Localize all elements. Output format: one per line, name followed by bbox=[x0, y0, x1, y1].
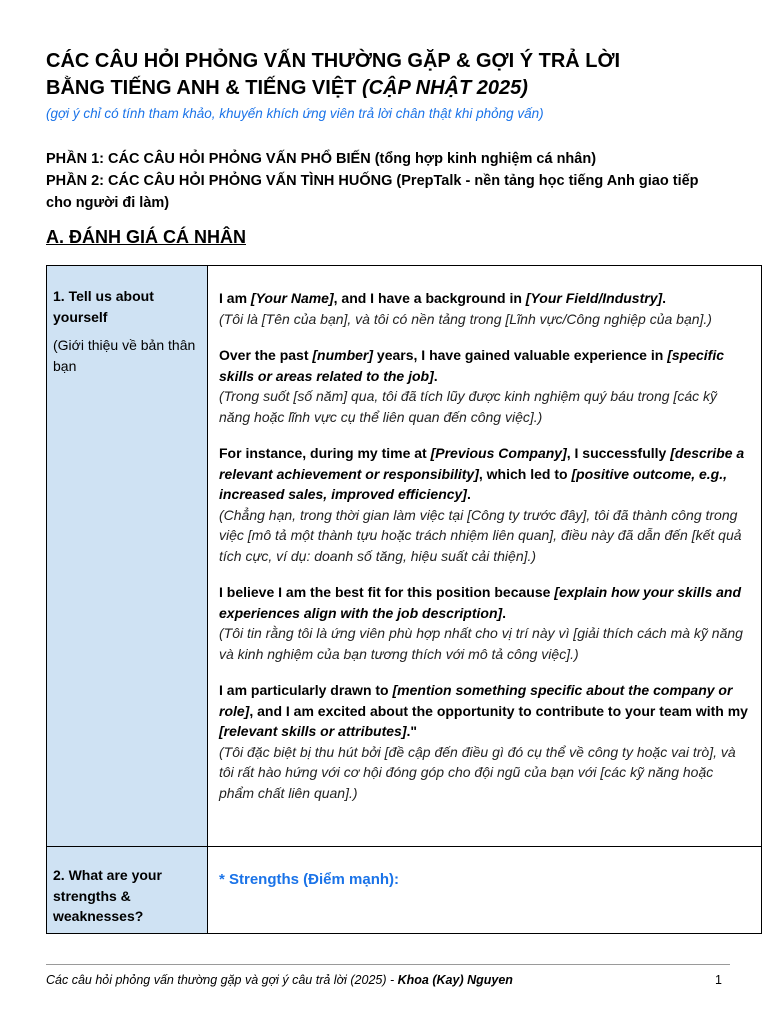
table-row bbox=[47, 847, 762, 934]
answer-text: I believe I am the best fit for this position because bbox=[219, 584, 555, 600]
answer-text: , and I am excited about the opportunity to contribute to your team with my bbox=[249, 702, 748, 719]
answer-placeholder: [positive outcome, e.g., increased sales, improved efficiency] bbox=[219, 465, 728, 502]
answer-text: ." bbox=[406, 723, 418, 739]
parts-list bbox=[46, 148, 726, 214]
document-subtitle: (gợi ý chỉ có tính tham khảo, khuyến khích ứng viên trả lời chân thật khi phỏng vấn) bbox=[46, 106, 544, 121]
answer-english bbox=[219, 288, 751, 309]
answer-placeholder: [specific skills or areas related to the job] bbox=[219, 347, 725, 384]
title-line-2: BẰNG TIẾNG ANH & TIẾNG VIỆT bbox=[46, 77, 362, 99]
question-title: 2. What are your strengths & weaknesses? bbox=[53, 867, 162, 924]
answer-vietnamese: (Trong suốt [số năm] qua, tôi đã tích lũy được kinh nghiệm quý báu trong [các kỹ năng hoặc lĩnh vực cụ thể liên quan đến công việc].) bbox=[219, 388, 717, 425]
answer-text: . bbox=[433, 367, 438, 384]
answer-cell bbox=[208, 847, 762, 934]
answer-english bbox=[219, 582, 751, 623]
question-title: 1. Tell us about yourself bbox=[53, 288, 154, 325]
title-update-note: (CẬP NHẬT 2025) bbox=[361, 77, 528, 99]
question-cell bbox=[47, 266, 208, 847]
answer-english bbox=[219, 345, 751, 386]
answer-cell bbox=[208, 266, 762, 847]
answer-vietnamese: (Tôi đặc biệt bị thu hút bởi [đề cập đến điều gì đó cụ thể về công ty hoặc vai trò], và tôi rất hào hứng với cơ hội đóng góp cho đội ngũ của bạn với [các kỹ năng hoặc phẩm chất liên quan].) bbox=[219, 743, 736, 801]
answer-text: . bbox=[502, 604, 507, 621]
qa-table bbox=[46, 265, 762, 934]
footer-divider bbox=[46, 964, 730, 965]
answer-vietnamese: (Tôi là [Tên của bạn], và tôi có nền tảng trong [Lĩnh vực/Công nghiệp của bạn].) bbox=[219, 310, 712, 327]
footer-author: Khoa (Kay) Nguyen bbox=[397, 973, 513, 987]
table-row bbox=[47, 266, 762, 847]
answer-text: . bbox=[466, 486, 471, 502]
answer-text: I am particularly drawn to bbox=[219, 682, 393, 698]
answer-text: , and I have a background in bbox=[333, 290, 526, 306]
answer-list bbox=[208, 266, 761, 821]
answer-placeholder: [relevant skills or attributes] bbox=[219, 723, 407, 739]
answer-placeholder: [Previous Company] bbox=[430, 445, 567, 461]
answer-paragraph bbox=[219, 288, 751, 329]
answer-text: , which led to bbox=[478, 465, 572, 482]
footer bbox=[46, 973, 730, 987]
part-2: PHẦN 2: CÁC CÂU HỎI PHỎNG VẤN TÌNH HUỐNG (PrepTalk - nền tảng học tiếng Anh giao tiếp cho người đi làm) bbox=[46, 173, 699, 211]
answer-vietnamese: (Tôi tin rằng tôi là ứng viên phù hợp nhất cho vị trí này vì [giải thích cách mà kỹ năng và kinh nghiệm của bạn tương thích với mô tả công việc].) bbox=[219, 625, 743, 662]
question-subtitle: (Giới thiệu về bản thân bạn bbox=[53, 337, 196, 374]
answer-english bbox=[219, 443, 751, 505]
answer-placeholder: [number] bbox=[312, 347, 374, 363]
answer-text: . bbox=[662, 290, 667, 306]
answer-placeholder: [Your Name] bbox=[250, 290, 334, 306]
answer-english bbox=[219, 680, 751, 742]
answer-placeholder: [mention something specific about the company or role] bbox=[219, 682, 733, 719]
page-number: 1 bbox=[715, 973, 722, 987]
section-heading: A. ĐÁNH GIÁ CÁ NHÂN bbox=[46, 227, 246, 247]
answer-paragraph bbox=[219, 443, 751, 566]
answer-placeholder: [Your Field/Industry] bbox=[525, 290, 663, 306]
answer-text: years, I have gained valuable experience in bbox=[373, 347, 668, 363]
title-line-1: CÁC CÂU HỎI PHỎNG VẤN THƯỜNG GẶP & GỢI Ý TRẢ LỜI bbox=[46, 50, 621, 72]
strengths-label: * Strengths (Điểm mạnh): bbox=[219, 871, 400, 888]
answer-paragraph bbox=[219, 582, 751, 664]
answer-paragraph bbox=[219, 680, 751, 803]
answer-placeholder: [explain how your skills and experiences align with the job description] bbox=[219, 584, 742, 621]
answer-text: , I successfully bbox=[566, 445, 671, 461]
answer-vietnamese: (Chẳng hạn, trong thời gian làm việc tại [Công ty trước đây], tôi đã thành công trong việc [mô tả một thành tựu hoặc trách nhiệm liên quan], điều này đã dẫn đến [kết quả tích cực, ví dụ: doanh số tăng, hiệu suất cải thiện].) bbox=[219, 506, 742, 564]
part-1: PHẦN 1: CÁC CÂU HỎI PHỎNG VẤN PHỔ BIẾN (tổng hợp kinh nghiệm cá nhân) bbox=[46, 151, 597, 167]
answer-text: For instance, during my time at bbox=[219, 445, 431, 461]
answer-text: I am bbox=[219, 290, 251, 306]
answer-paragraph bbox=[219, 345, 751, 427]
footer-text: Các câu hỏi phỏng vấn thường gặp và gợi ý câu trả lời (2025) - bbox=[46, 973, 398, 987]
answer-placeholder: [describe a relevant achievement or responsibility] bbox=[219, 445, 745, 482]
question-cell bbox=[47, 847, 208, 934]
document-title bbox=[46, 48, 736, 102]
answer-text: Over the past bbox=[219, 347, 313, 363]
